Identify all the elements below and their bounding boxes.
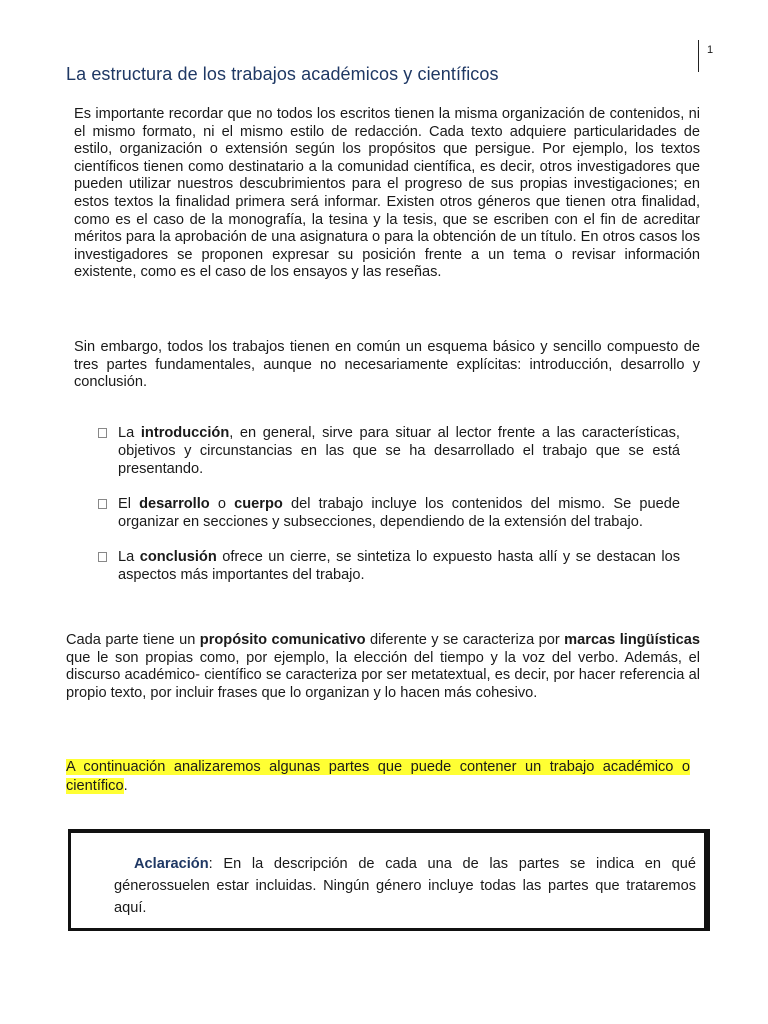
- page-number: 1: [707, 44, 714, 56]
- bullet-box-icon: [98, 499, 107, 509]
- bullet-term: introducción: [140, 425, 230, 441]
- list-item-desarrollo: [98, 495, 680, 531]
- clarification-body: : En la descripción de cada una de las partes se indica en qué génerossuelen estar incluidas. Ningún género incluye todas las partes que trataremos aquí.: [114, 856, 696, 916]
- bullet-text: ofrece un cierre, se sintetiza lo expuesto hasta allí y se destacan los aspectos más importantes del trabajo.: [118, 549, 680, 583]
- bullet-text: La: [118, 425, 141, 441]
- bullet-box-icon: [98, 428, 107, 438]
- paragraph-text: diferente y se caracteriza por: [365, 632, 565, 648]
- structure-paragraph: Sin embargo, todos los trabajos tienen en común un esquema básico y sencillo compuesto de tres partes fundamentales, aunque no necesariamente explícitas: introducción, desarrollo y conclusión.: [74, 339, 700, 391]
- bullet-term: desarrollo: [139, 496, 210, 512]
- key-term: marcas lingüísticas: [564, 632, 701, 648]
- highlighted-text: A continuación analizaremos algunas partes que puede contener un trabajo académico o científico: [66, 759, 690, 794]
- highlighted-paragraph: [66, 758, 690, 796]
- list-item-introduccion: [98, 424, 680, 478]
- box-border-left: [68, 829, 71, 931]
- document-title: La estructura de los trabajos académicos y científicos: [66, 64, 499, 84]
- box-border-top: [68, 829, 710, 833]
- bullet-text: El: [118, 496, 140, 512]
- bullet-text: del trabajo incluye los contenidos del mismo. Se puede organizar en secciones y subsecciones, dependiendo de la extensión del trabajo.: [118, 496, 680, 530]
- bullet-term: conclusión: [139, 549, 217, 565]
- key-term: propósito comunicativo: [199, 632, 366, 648]
- box-border-right: [704, 829, 710, 931]
- bullet-term: cuerpo: [234, 496, 283, 512]
- list-item-conclusion: [98, 548, 680, 584]
- box-border-bottom: [68, 928, 710, 931]
- bullet-text: o: [209, 496, 235, 512]
- highlight-period: .: [123, 778, 128, 794]
- bullet-box-icon: [98, 552, 107, 562]
- clarification-label: Aclaración: [134, 856, 209, 872]
- clarification-text: [114, 853, 696, 919]
- paragraph-text: Cada parte tiene un: [66, 632, 200, 648]
- intro-paragraph: Es importante recordar que no todos los escritos tienen la misma organización de contenidos, ni el mismo formato, ni el mismo estilo de redacción. Cada texto adquiere particularidades de estilo, organización o extensión según los propósitos que persigue. Por ejemplo, los textos científicos tienen como destinatario a la comunidad científica, es decir, otros investigadores que pueden utilizar nuestros descubrimientos para el progreso de sus propias investigaciones; en estos textos la finalidad primera será informar. Existen otros géneros que tienen otra finalidad, como es el caso de la monografía, la tesina y la tesis, que se escriben con el fin de acreditar méritos para la aprobación de una asignatura o para la obtención de un título. En otros casos los investigadores se proponen expresar su posición frente a un tema o revisar información existente, como es el caso de los ensayos y las reseñas.: [74, 106, 700, 281]
- purpose-paragraph: [66, 632, 700, 702]
- bullet-text: , en general, sirve para situar al lector frente a las características, objetivos y circunstancias en las que se ha desarrollado el trabajo que se está presentando.: [118, 425, 680, 477]
- clarification-box: [68, 829, 710, 931]
- paragraph-text: que le son propias como, por ejemplo, la elección del tiempo y la voz del verbo. Además, el discurso académico- científico se caracteriza por ser metatextual, es decir, por hacer referencia al propio texto, por incluir frases que lo organizan y lo hacen más cohesivo.: [66, 649, 700, 701]
- bullet-text: La: [118, 549, 140, 565]
- parts-list: [98, 424, 680, 601]
